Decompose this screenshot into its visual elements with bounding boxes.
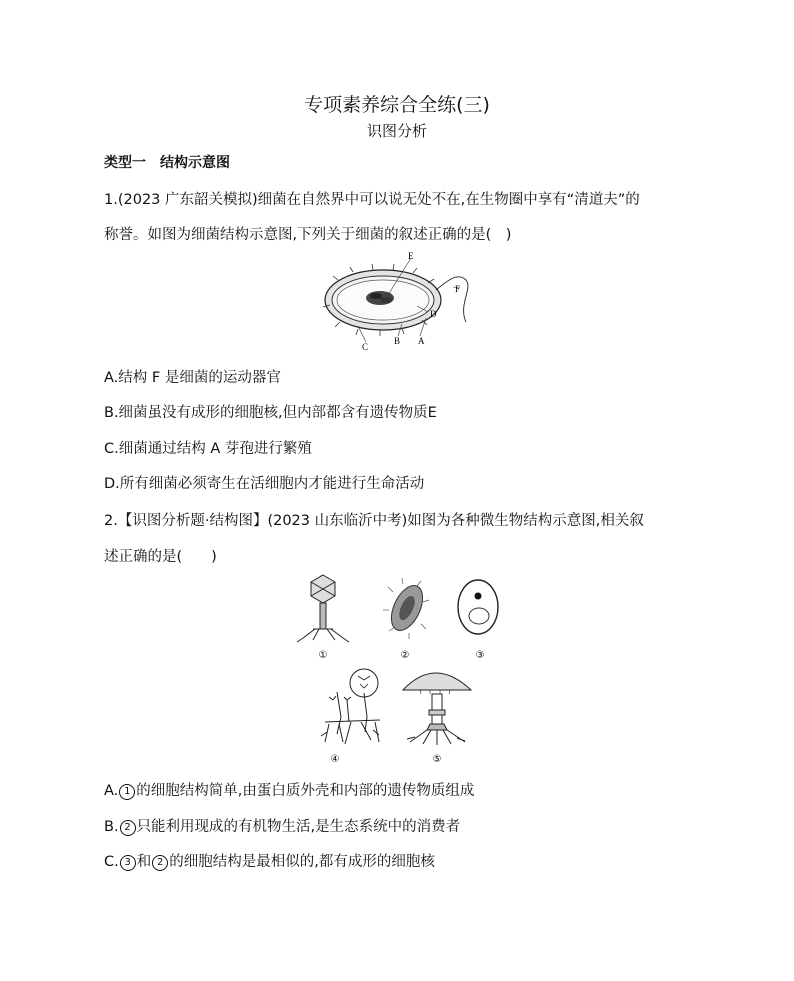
mushroom-drawing <box>403 673 471 745</box>
q2-option-b-marker: 2 <box>120 820 136 836</box>
virus-drawing <box>297 575 349 642</box>
q2-option-b <box>104 815 460 836</box>
q1-option-a: A.结构 F 是细菌的运动器官 <box>104 370 281 386</box>
bacterium-figure <box>318 250 478 356</box>
q2-option-a-marker: 1 <box>119 784 135 800</box>
q2-option-c-prefix: C. <box>104 854 119 870</box>
mold-drawing <box>321 669 380 744</box>
q1-option-d: D.所有细菌必须寄生在活细胞内才能进行生命活动 <box>104 476 425 492</box>
label-B: B <box>394 336 401 346</box>
q2-option-c <box>104 850 435 871</box>
q2-stem-line1: 2.【识图分析题·结构图】(2023 山东临沂中考)如图为各种微生物结构示意图,相关叙 <box>104 513 644 529</box>
bacterium-body-drawing <box>323 258 468 342</box>
bacteria-drawing <box>383 578 429 639</box>
q2-option-b-prefix: B. <box>104 819 119 835</box>
q2-option-a-prefix: A. <box>104 783 119 799</box>
q2-option-c-and: 和 <box>136 854 152 870</box>
q1-option-c: C.细菌通过结构 A 芽孢进行繁殖 <box>104 441 312 457</box>
q1-stem-line1: 1.(2023 广东韶关模拟)细菌在自然界中可以说无处不在,在生物圈中享有“清道夫”的 <box>104 192 640 208</box>
caption-4: ④ <box>330 754 340 765</box>
caption-2: ② <box>400 650 410 661</box>
q1-stem-line2: 称誉。如图为细菌结构示意图,下列关于细菌的叙述正确的是( ) <box>104 227 512 243</box>
caption-5: ⑤ <box>432 754 442 765</box>
label-F: F <box>455 284 461 294</box>
label-A: A <box>418 336 425 346</box>
section-heading: 类型一 结构示意图 <box>104 155 230 171</box>
yeast-drawing <box>458 580 498 634</box>
q2-option-c-marker2: 2 <box>152 855 168 871</box>
q1-option-b: B.细菌虽没有成形的细胞核,但内部都含有遗传物质E <box>104 405 437 421</box>
q2-option-a <box>104 779 474 800</box>
q2-option-a-text: 的细胞结构简单,由蛋白质外壳和内部的遗传物质组成 <box>136 783 475 799</box>
q2-stem-line2: 述正确的是( ) <box>104 549 217 565</box>
page-subtitle: 识图分析 <box>366 122 427 140</box>
caption-3: ③ <box>475 650 485 661</box>
q2-option-c-marker1: 3 <box>120 855 136 871</box>
microorganisms-figure <box>285 572 515 767</box>
label-E: E <box>408 251 414 261</box>
page-title: 专项素养综合全练(三) <box>304 94 490 116</box>
label-D: D <box>430 309 437 319</box>
caption-1: ① <box>318 650 328 661</box>
q2-option-c-text: 的细胞结构是最相似的,都有成形的细胞核 <box>169 854 435 870</box>
label-C: C <box>362 342 369 352</box>
q2-option-b-text: 只能利用现成的有机物生活,是生态系统中的消费者 <box>136 819 461 835</box>
